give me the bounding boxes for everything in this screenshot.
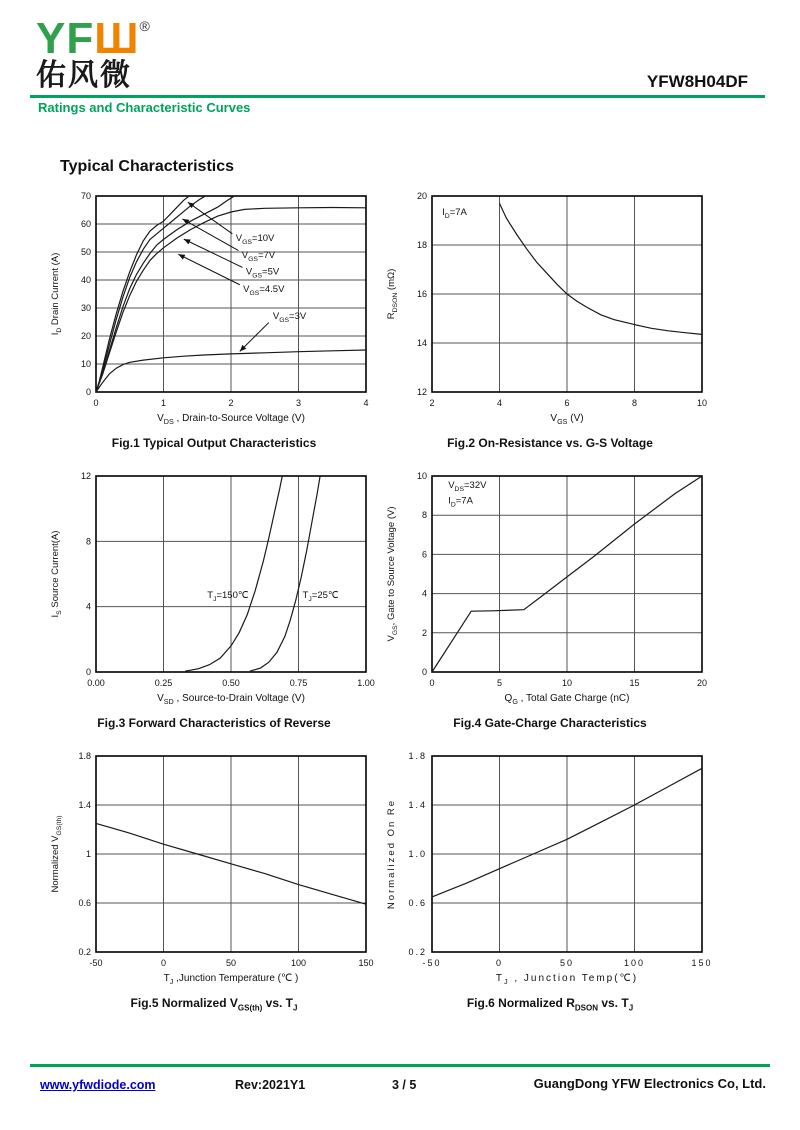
svg-text:18: 18 [416, 240, 427, 250]
fig5-plot [46, 746, 382, 992]
svg-text:6: 6 [564, 398, 570, 408]
svg-text:150: 150 [358, 958, 374, 968]
svg-text:50: 50 [559, 958, 575, 968]
svg-text:70: 70 [80, 191, 91, 201]
svg-text:16: 16 [416, 289, 427, 299]
svg-text:0: 0 [85, 387, 91, 397]
svg-text:Normalized VGS(th): Normalized $V_{GS(th)}$ [50, 815, 63, 893]
svg-text:3: 3 [295, 398, 302, 408]
logo-text-orange: Ш [94, 14, 140, 63]
svg-text:4: 4 [363, 398, 369, 408]
svg-text:VGS=3V: $V_{GS}=3V$ [272, 310, 307, 324]
fig6-plot [382, 746, 718, 992]
svg-text:TJ=150℃: $T_J=150℃$ [207, 590, 249, 604]
svg-text:12: 12 [80, 471, 91, 481]
svg-text:6: 6 [421, 549, 427, 560]
svg-text:Normalized On Re: Normalized On Re [386, 798, 397, 910]
svg-text:5: 5 [496, 678, 503, 688]
svg-text:VGS, Gate to Source Voltage (V: $V_{GS}$, Gate to Source Voltage (V) [386, 506, 399, 642]
svg-text:VSD , Source-to-Drain Voltage: $V_{SD}$ , Source-to-Drain Voltage (V) [157, 693, 305, 706]
figure-6-caption: Fig.6 Normalized $R_{DSON}$ vs. $T_J$ [466, 996, 634, 1013]
svg-text:14: 14 [416, 338, 427, 348]
svg-text:4: 4 [496, 398, 503, 408]
page-number: 3 / 5 [392, 1078, 417, 1092]
figure-1-caption: Fig.1 Typical Output Characteristics [111, 436, 317, 450]
figure-6 [382, 746, 718, 1012]
svg-text:ID=7A: $I_D=7A$ [448, 495, 473, 509]
footer-divider [30, 1064, 770, 1067]
svg-text:1.8: 1.8 [78, 751, 91, 761]
svg-text:1.8: 1.8 [408, 751, 427, 761]
header [0, 0, 800, 96]
svg-text:50: 50 [225, 958, 237, 968]
svg-text:0: 0 [160, 958, 167, 968]
svg-text:20: 20 [416, 191, 427, 201]
svg-text:0.2: 0.2 [408, 947, 427, 957]
company-logo [36, 6, 151, 93]
page-title: Typical Characteristics [60, 158, 235, 175]
svg-text:15: 15 [629, 678, 640, 688]
svg-text:TJ ,Junction Temperature (℃ ): $T_J$ ,Junction Temperature (℃ ) [163, 973, 299, 986]
svg-text:10: 10 [561, 678, 573, 688]
svg-text:10: 10 [80, 359, 91, 369]
svg-text:8: 8 [85, 536, 91, 547]
svg-text:QG , Total Gate Charge (nC): $Q_G$ , Total Gate Charge (nC) [504, 693, 630, 706]
website-link[interactable]: www.yfwdiode.com [40, 1078, 156, 1092]
svg-text:50: 50 [80, 247, 91, 257]
svg-text:0: 0 [85, 667, 91, 677]
svg-text:20: 20 [696, 678, 708, 688]
figure-2 [382, 186, 718, 450]
svg-text:-50: -50 [89, 958, 103, 968]
svg-text:100: 100 [290, 958, 307, 968]
svg-text:100: 100 [623, 958, 646, 968]
svg-text:VGS=5V: $V_{GS}=5V$ [245, 266, 280, 280]
charts-grid [0, 186, 800, 1012]
svg-text:TJ=25℃: $T_J=25℃$ [302, 590, 339, 604]
svg-text:0: 0 [429, 678, 435, 688]
svg-text:1: 1 [85, 849, 91, 859]
section-subtitle: Ratings and Characteristic Curves [38, 100, 251, 115]
fig4-plot [382, 466, 718, 712]
svg-text:30: 30 [80, 303, 91, 313]
fig3-plot [46, 466, 382, 712]
svg-text:-50: -50 [422, 958, 442, 968]
svg-text:VGS=10V: $V_{GS}=10V$ [235, 233, 275, 246]
figure-3-caption: Fig.3 Forward Characteristics of Reverse [97, 716, 331, 730]
svg-text:0: 0 [421, 667, 427, 677]
svg-text:0.6: 0.6 [408, 898, 427, 908]
header-divider [30, 95, 765, 98]
svg-text:40: 40 [80, 275, 91, 285]
logo-text-green: YF [36, 14, 95, 63]
svg-text:TJ , Junction Temp(℃): $T_J$ , Junction Temp(℃) [495, 973, 639, 986]
svg-text:2: 2 [421, 627, 427, 638]
svg-text:12: 12 [416, 387, 427, 397]
figure-4-caption: Fig.4 Gate-Charge Characteristics [453, 716, 647, 730]
svg-text:VDS=32V: $V_{DS}=32V$ [448, 479, 487, 493]
company-name: GuangDong YFW Electronics Co, Ltd. [533, 1076, 766, 1091]
figure-3 [46, 466, 382, 730]
svg-text:2: 2 [228, 398, 234, 408]
svg-text:1: 1 [160, 398, 167, 408]
svg-text:0: 0 [495, 958, 504, 968]
svg-text:20: 20 [80, 331, 91, 341]
figure-4 [382, 466, 718, 730]
revision-label: Rev:2021Y1 [235, 1078, 306, 1092]
svg-text:0.6: 0.6 [78, 898, 91, 908]
svg-text:60: 60 [80, 219, 91, 229]
svg-text:4: 4 [421, 588, 427, 599]
fig1-plot [46, 186, 382, 432]
svg-text:RDSON (mΩ): $R_{DSON}$ (mΩ) [386, 268, 399, 320]
svg-text:8: 8 [421, 510, 427, 521]
svg-text:8: 8 [631, 398, 638, 408]
svg-text:VGS=4.5V: $V_{GS}=4.5V$ [243, 283, 285, 297]
svg-text:VDS , Drain-to-Source Voltage: $V_{DS}$ , Drain-to-Source Voltage (V) [157, 413, 305, 426]
registered-trademark-icon: ® [139, 18, 151, 34]
svg-text:1.00: 1.00 [357, 678, 375, 688]
svg-text:0: 0 [93, 398, 99, 408]
fig2-plot [382, 186, 718, 432]
svg-text:150: 150 [691, 958, 713, 968]
logo-chinese-name: 佑风微 [36, 59, 132, 92]
svg-text:ID Drain Current (A): $I_D$ Drain Current (A) [50, 252, 63, 336]
figure-5 [46, 746, 382, 1012]
svg-text:0.50: 0.50 [222, 678, 240, 688]
svg-text:10: 10 [416, 471, 427, 481]
svg-text:1.0: 1.0 [408, 849, 427, 859]
svg-text:VGS (V): $V_{GS}$ (V) [550, 413, 584, 426]
svg-text:4: 4 [85, 601, 91, 612]
figure-1 [46, 186, 382, 450]
logo-mark [36, 6, 151, 63]
figure-2-caption: Fig.2 On-Resistance vs. G-S Voltage [447, 436, 653, 450]
svg-text:VGS=7V: $V_{GS}=7V$ [241, 249, 276, 263]
svg-text:0.75: 0.75 [289, 678, 308, 688]
svg-text:0.00: 0.00 [87, 678, 105, 688]
figure-5-caption: Fig.5 Normalized $V_{GS(th)}$ vs. $T_J$ [130, 996, 298, 1013]
svg-text:10: 10 [696, 398, 708, 408]
part-number: YFW8H04DF [646, 72, 748, 91]
svg-text:1.4: 1.4 [78, 800, 91, 810]
svg-text:0.25: 0.25 [154, 678, 173, 688]
svg-text:2: 2 [429, 398, 435, 408]
svg-text:0.2: 0.2 [78, 947, 91, 957]
svg-text:IS Source Current(A): $I_S$ Source Current(A) [50, 530, 63, 618]
svg-text:1.4: 1.4 [408, 800, 427, 810]
svg-text:ID=7A: $I_D=7A$ [442, 206, 467, 220]
